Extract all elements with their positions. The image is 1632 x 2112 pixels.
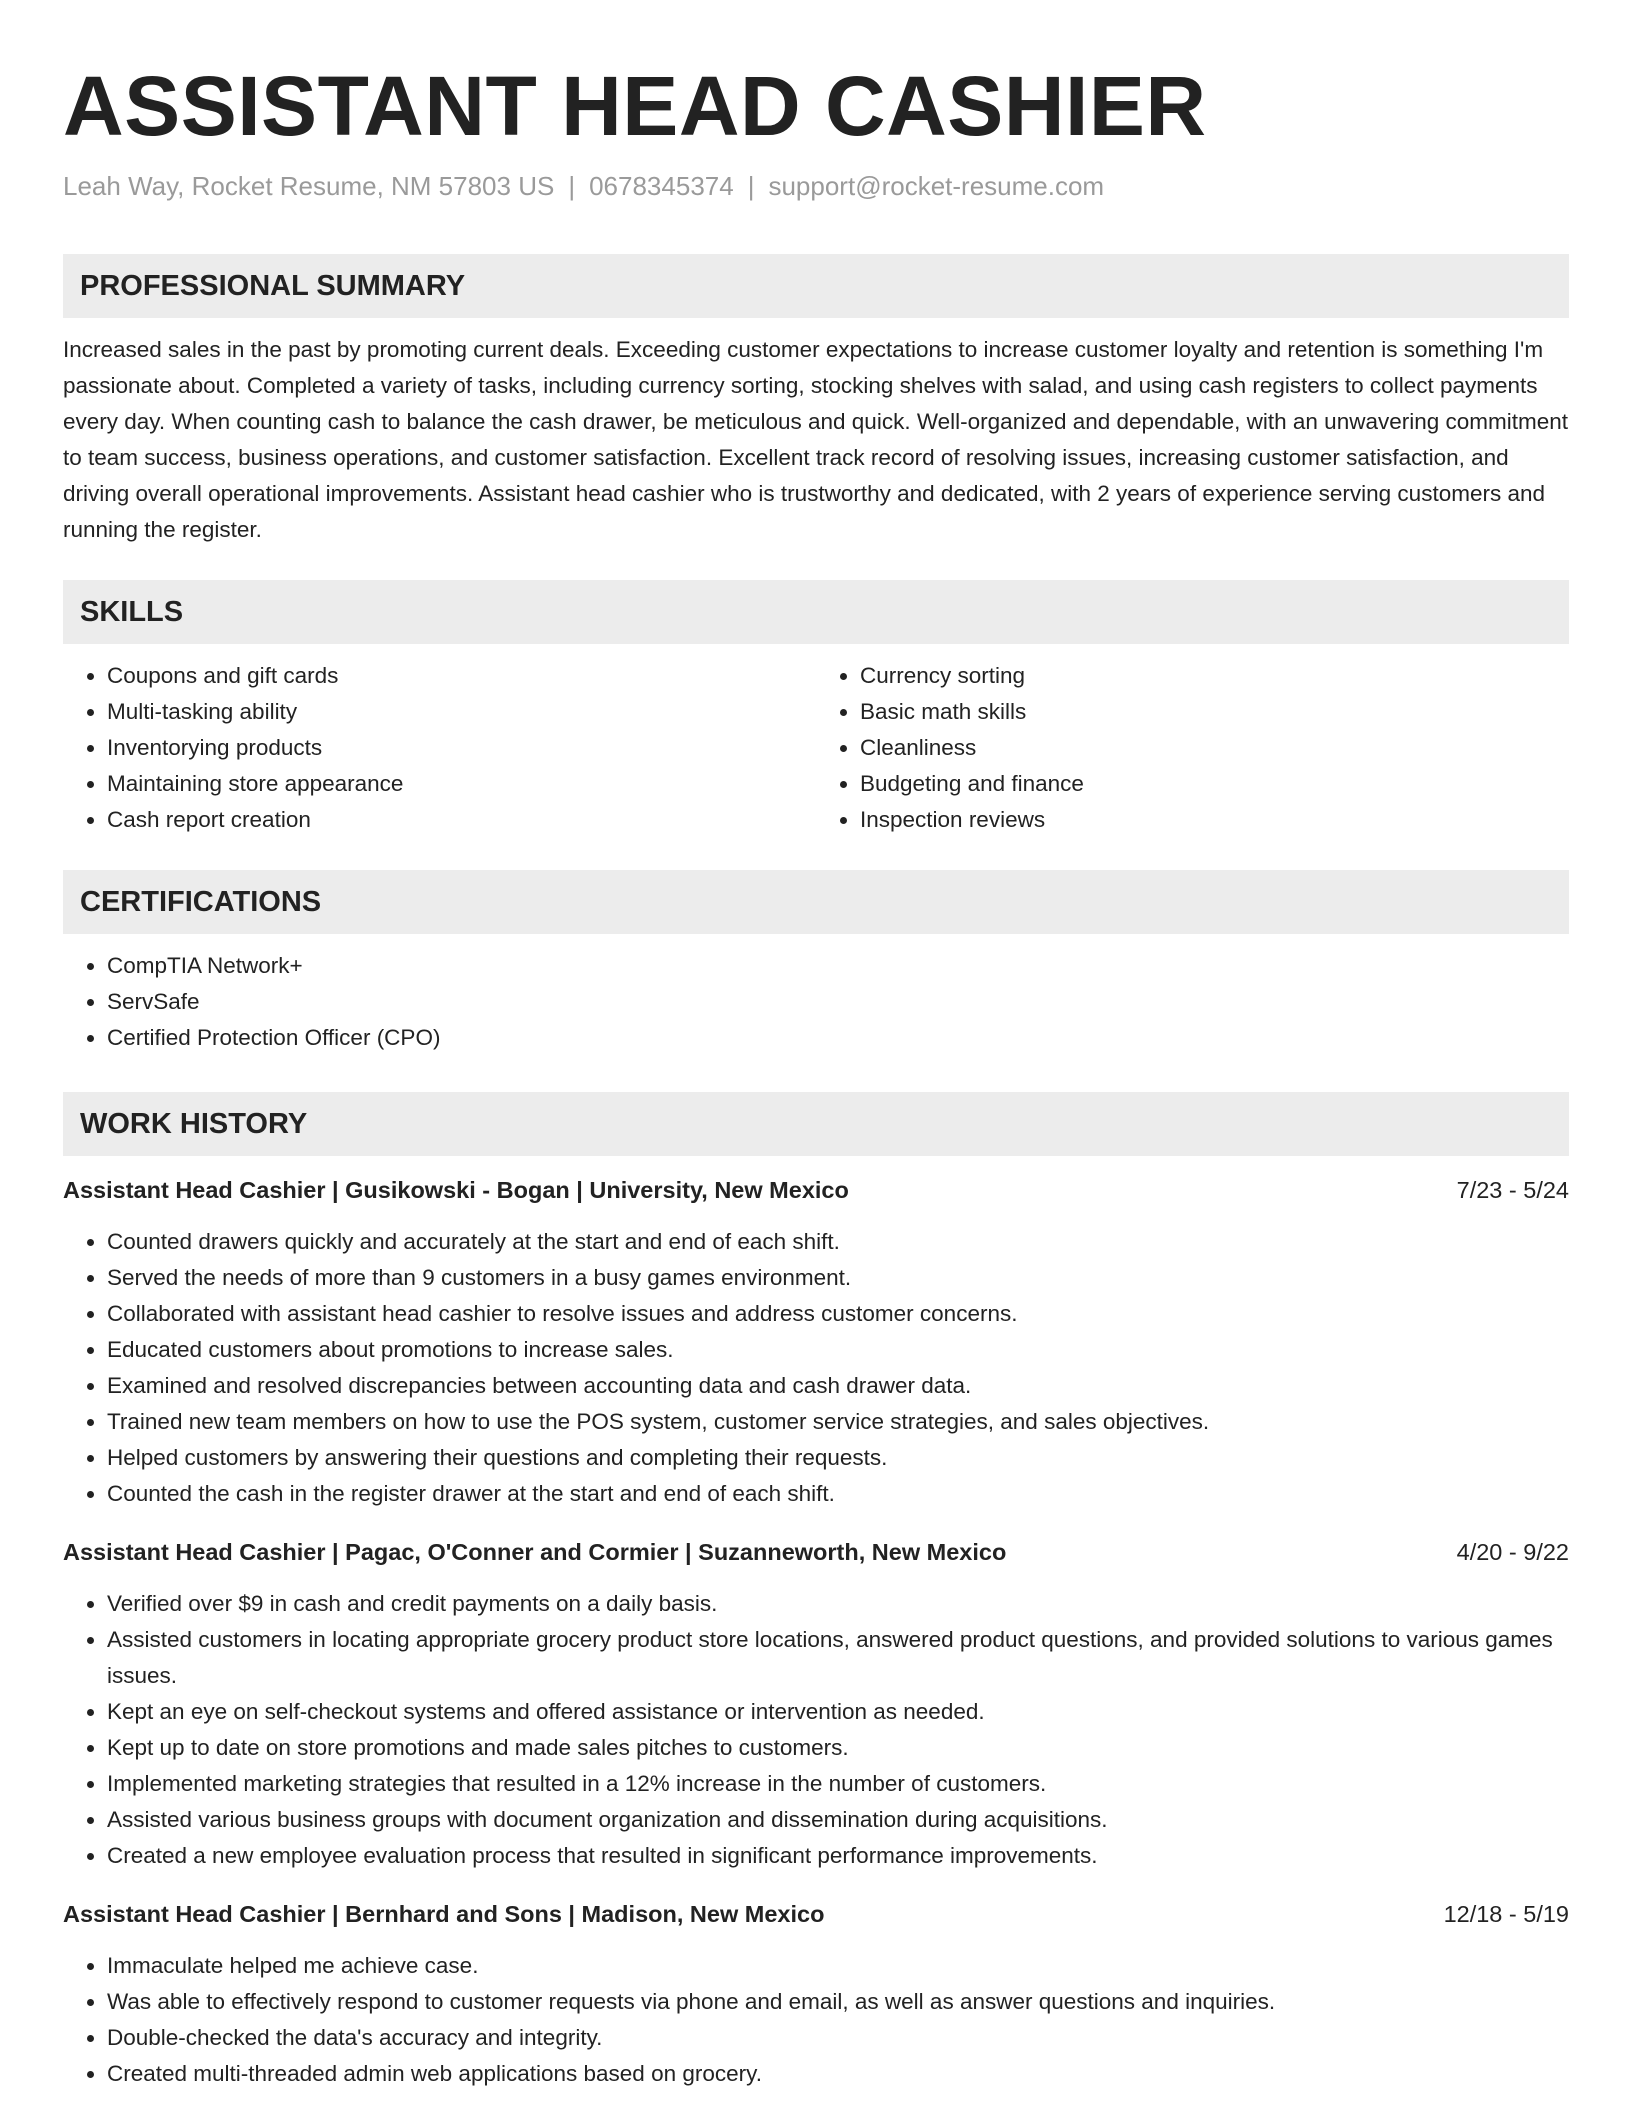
certifications-heading: CERTIFICATIONS bbox=[63, 870, 1569, 934]
job-bullet: • Immaculate helped me achieve case. bbox=[107, 1948, 1569, 1984]
job-bullet: • Created multi-threaded admin web applications based on grocery. bbox=[107, 2056, 1569, 2092]
job-dates: 12/18 - 5/19 bbox=[1443, 1901, 1569, 1927]
skill-item: • Currency sorting bbox=[860, 658, 1569, 694]
job-bullet: • Examined and resolved discrepancies between accounting data and cash drawer data. bbox=[107, 1368, 1569, 1404]
job-bullet: • Assisted various business groups with document organization and dissemination during acquisitions. bbox=[107, 1802, 1569, 1838]
skill-item: • Inventorying products bbox=[107, 730, 816, 766]
contact-separator: | bbox=[747, 171, 755, 201]
job-bullet: • Served the needs of more than 9 customers in a busy games environment. bbox=[107, 1260, 1569, 1296]
contact-email: support@rocket-resume.com bbox=[768, 171, 1105, 201]
contact-phone: 0678345374 bbox=[589, 171, 734, 201]
job-bullet: • Counted the cash in the register drawer at the start and end of each shift. bbox=[107, 1476, 1569, 1512]
certifications-list bbox=[63, 948, 1569, 1056]
job-bullets bbox=[63, 1224, 1569, 1512]
skill-item: • Budgeting and finance bbox=[860, 766, 1569, 802]
job-title-row bbox=[63, 1172, 1569, 1208]
job-bullet: • Collaborated with assistant head cashier to resolve issues and address customer concerns. bbox=[107, 1296, 1569, 1332]
skill-item: • Cleanliness bbox=[860, 730, 1569, 766]
job-bullet: • Kept up to date on store promotions and made sales pitches to customers. bbox=[107, 1730, 1569, 1766]
skill-item: • Basic math skills bbox=[860, 694, 1569, 730]
certification-item: • ServSafe bbox=[107, 984, 1569, 1020]
contact-separator: | bbox=[568, 171, 576, 201]
job-title: Assistant Head Cashier | Gusikowski - Bogan | University, New Mexico bbox=[63, 1177, 849, 1203]
job-entry bbox=[63, 1534, 1569, 1874]
skill-item: • Multi-tasking ability bbox=[107, 694, 816, 730]
job-bullet: • Kept an eye on self-checkout systems and offered assistance or intervention as needed. bbox=[107, 1694, 1569, 1730]
job-bullet: • Created a new employee evaluation process that resulted in significant performance improvements. bbox=[107, 1838, 1569, 1874]
skills-heading: SKILLS bbox=[63, 580, 1569, 644]
contact-address: Leah Way, Rocket Resume, NM 57803 US bbox=[63, 171, 555, 201]
skill-item: • Maintaining store appearance bbox=[107, 766, 816, 802]
job-entry bbox=[63, 1896, 1569, 2092]
job-title: Assistant Head Cashier | Pagac, O'Conner and Cormier | Suzanneworth, New Mexico bbox=[63, 1539, 1007, 1565]
job-title-row bbox=[63, 1534, 1569, 1570]
certification-item: • Certified Protection Officer (CPO) bbox=[107, 1020, 1569, 1056]
job-bullet: • Verified over $9 in cash and credit payments on a daily basis. bbox=[107, 1586, 1569, 1622]
job-title-row bbox=[63, 1896, 1569, 1932]
skills-columns bbox=[63, 658, 1569, 838]
job-bullet: • Double-checked the data's accuracy and integrity. bbox=[107, 2020, 1569, 2056]
job-bullets bbox=[63, 1948, 1569, 2092]
resume-title: ASSISTANT HEAD CASHIER bbox=[63, 59, 1207, 153]
skill-item: • Inspection reviews bbox=[860, 802, 1569, 838]
summary-text: Increased sales in the past by promoting current deals. Exceeding customer expectations to increase customer loyalty and retention is something I'm passionate about. Completed a variety of tasks, including currency sorting, stocking shelves with salad, and using cash registers to collect payments every day. When counting cash to balance the cash drawer, be meticulous and quick. Well-organized and dependable, with an unwavering commitment to team success, business operations, and customer satisfaction. Excellent track record of resolving issues, increasing customer satisfaction, and driving overall operational improvements. Assistant head cashier who is trustworthy and dedicated, with 2 years of experience serving customers and running the register. bbox=[63, 337, 1569, 542]
job-title: Assistant Head Cashier | Bernhard and Sons | Madison, New Mexico bbox=[63, 1901, 825, 1927]
job-bullet: • Helped customers by answering their questions and completing their requests. bbox=[107, 1440, 1569, 1476]
job-bullet: • Implemented marketing strategies that resulted in a 12% increase in the number of customers. bbox=[107, 1766, 1569, 1802]
skills-right-list bbox=[816, 658, 1569, 838]
job-bullet: • Was able to effectively respond to customer requests via phone and email, as well as answer questions and inquiries. bbox=[107, 1984, 1569, 2020]
job-dates: 7/23 - 5/24 bbox=[1456, 1177, 1569, 1203]
job-bullet: • Counted drawers quickly and accurately at the start and end of each shift. bbox=[107, 1224, 1569, 1260]
job-bullet: • Assisted customers in locating appropriate grocery product store locations, answered product questions, and provided solutions to various games issues. bbox=[107, 1622, 1569, 1694]
certification-item: • CompTIA Network+ bbox=[107, 948, 1569, 984]
skill-item: • Coupons and gift cards bbox=[107, 658, 816, 694]
summary-heading: PROFESSIONAL SUMMARY bbox=[63, 254, 1569, 318]
skill-item: • Cash report creation bbox=[107, 802, 816, 838]
skills-left-list bbox=[63, 658, 816, 838]
job-dates: 4/20 - 9/22 bbox=[1456, 1539, 1569, 1565]
job-entry bbox=[63, 1172, 1569, 1512]
job-bullet: • Trained new team members on how to use the POS system, customer service strategies, and sales objectives. bbox=[107, 1404, 1569, 1440]
contact-line bbox=[63, 168, 1569, 204]
job-bullet: • Educated customers about promotions to increase sales. bbox=[107, 1332, 1569, 1368]
job-bullets bbox=[63, 1586, 1569, 1874]
work-history-heading: WORK HISTORY bbox=[63, 1092, 1569, 1156]
